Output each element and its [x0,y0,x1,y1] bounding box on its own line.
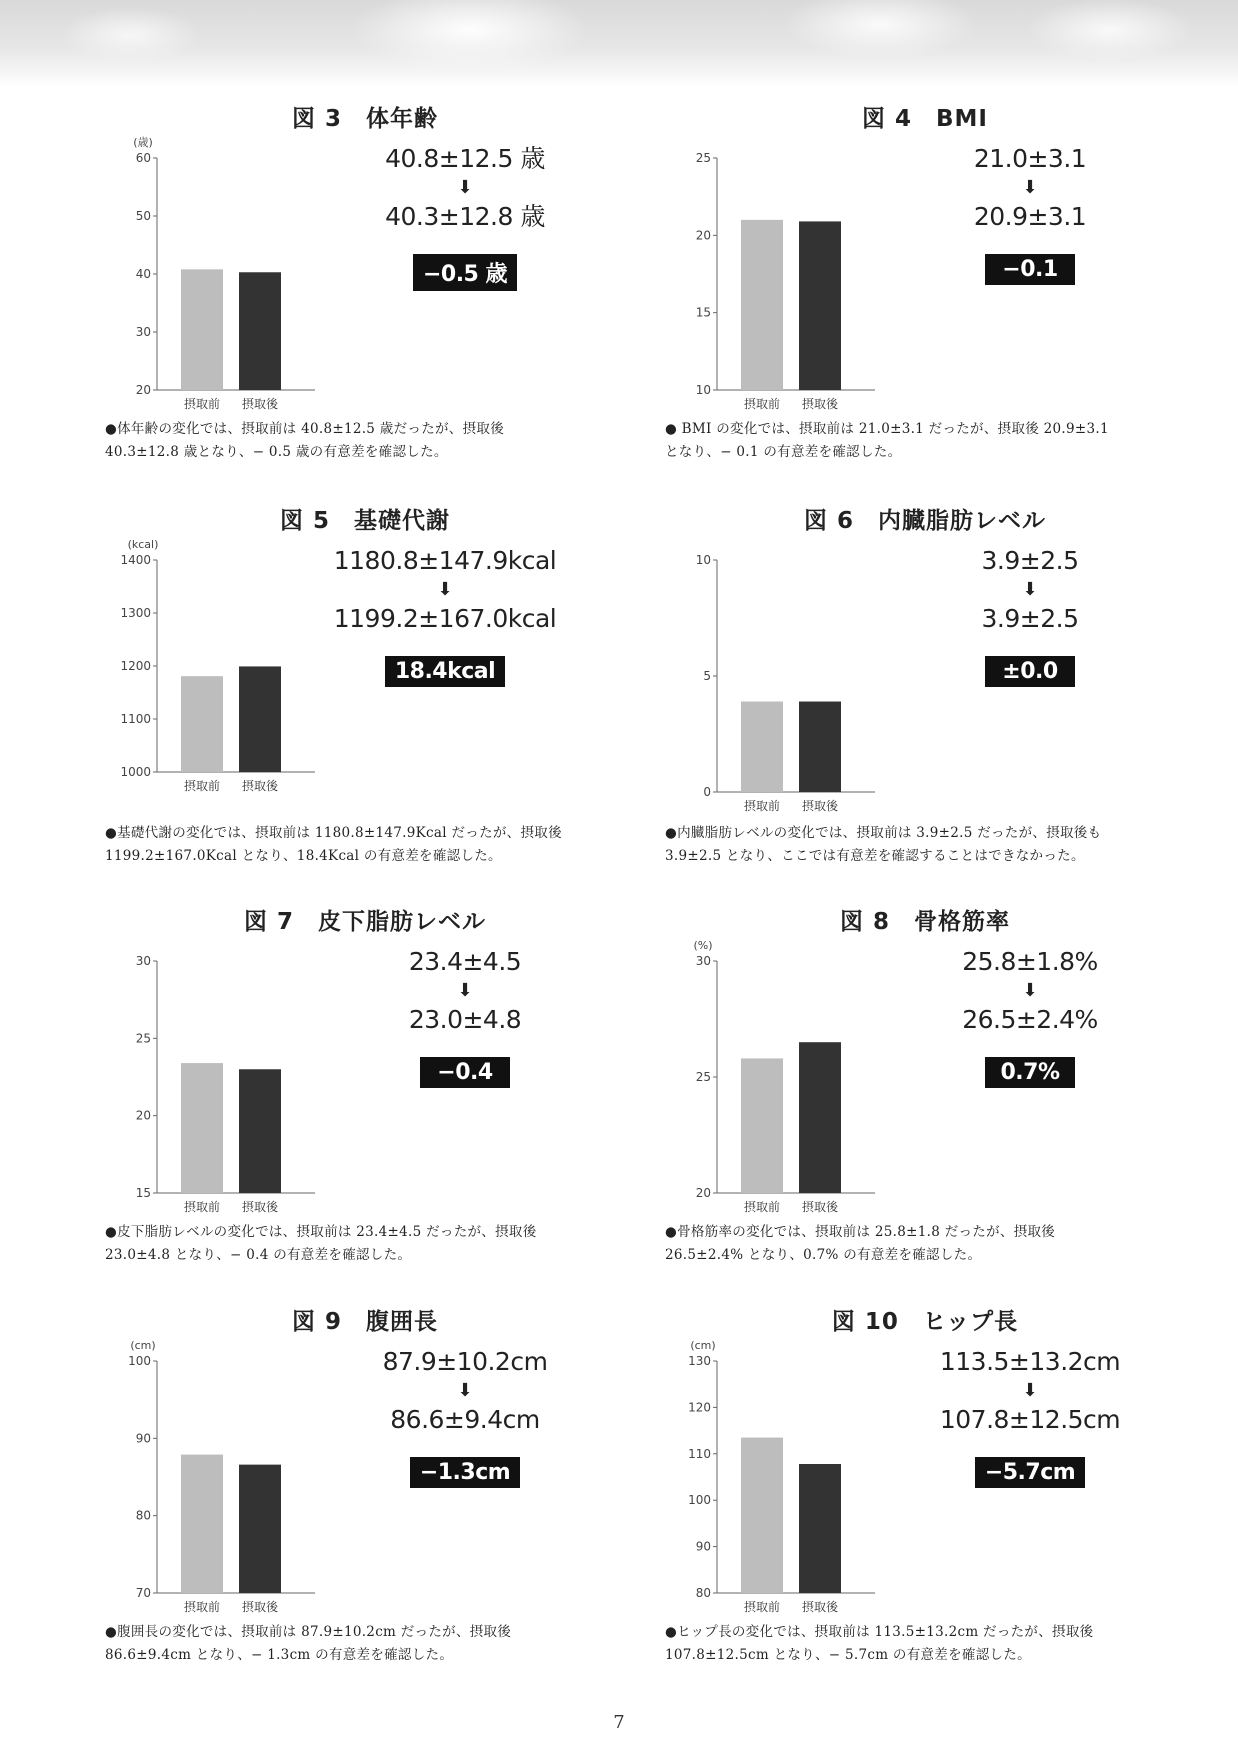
bar-before [741,702,783,792]
figure-caption: ●内臓脂肪レベルの変化では、摂取前は 3.9±2.5 だったが、摂取後も 3.9±2.5 となり、ここでは有意差を確認することはできなかった。 [665,825,1102,864]
bar-before [181,269,223,390]
figure-title: 図 10 ヒップ長 [831,1309,1019,1335]
y-tick-label: 15 [135,1186,151,1200]
bar-before [741,220,783,390]
y-tick-label: 110 [688,1446,711,1461]
stat-after: 26.5±2.4% [962,1005,1098,1034]
stats-block [315,546,575,687]
figure-panel-5 [95,502,655,902]
stat-after: 1199.2±167.0kcal [333,604,557,633]
bar-before [741,1058,783,1193]
figure-caption: ●皮下脂肪レベルの変化では、摂取前は 23.4±4.5 だったが、摂取後 23.0±4.8 となり、− 0.4 の有意差を確認した。 [105,1224,537,1263]
change-badge: −1.3cm [410,1457,520,1488]
change-badge: −0.5 歳 [413,254,517,291]
stats-block [350,144,580,291]
y-axis-unit: (cm) [690,1339,716,1352]
stats-block [350,1347,580,1488]
x-category-label: 摂取前 [743,1600,781,1614]
figure-panel-9 [95,1303,655,1703]
bar-chart-6 [655,536,895,826]
y-tick-label: 120 [688,1400,711,1415]
y-tick-label: 30 [135,954,151,968]
x-category-label: 摂取後 [801,1600,839,1614]
y-tick-label: 100 [688,1493,711,1508]
y-tick-label: 70 [135,1586,151,1600]
change-badge: −0.4 [420,1057,510,1088]
bar-chart-9 [95,1337,335,1627]
figure-panel-3 [95,100,655,500]
stat-before: 87.9±10.2cm [382,1347,548,1376]
stat-after: 107.8±12.5cm [939,1405,1121,1434]
x-category-label: 摂取後 [241,1600,279,1614]
stats-block [915,144,1145,285]
y-tick-label: 100 [128,1354,151,1368]
y-tick-label: 20 [135,383,151,397]
bar-before [181,1455,223,1593]
y-tick-label: 0 [703,785,711,799]
down-arrow-icon: ⬇ [1022,1380,1038,1401]
y-tick-label: 25 [135,1031,151,1046]
stat-before: 3.9±2.5 [981,546,1079,575]
stats-block [915,546,1145,687]
figure-caption: ●骨格筋率の変化では、摂取前は 25.8±1.8 だったが、摂取後 26.5±2.4% となり、0.7% の有意差を確認した。 [665,1224,1056,1263]
change-badge: 18.4kcal [385,656,505,687]
x-category-label: 摂取後 [241,397,279,411]
stats-block [915,947,1145,1088]
y-tick-label: 30 [135,325,151,339]
figure-title: 図 4 BMI [862,106,988,132]
x-category-label: 摂取前 [743,1200,781,1214]
bar-chart-5 [95,536,335,806]
x-category-label: 摂取前 [183,397,221,411]
y-tick-label: 130 [688,1354,711,1368]
y-tick-label: 25 [695,1070,711,1084]
y-tick-label: 30 [695,954,711,968]
stat-before: 1180.8±147.9kcal [333,546,557,575]
bar-chart-7 [95,937,335,1227]
y-tick-label: 1000 [120,765,151,779]
figure-panel-4 [655,100,1215,500]
y-axis-unit: (%) [693,939,713,952]
stats-block [350,947,580,1088]
bar-after [239,1069,281,1193]
x-category-label: 摂取後 [801,799,839,813]
bar-after [799,221,841,390]
change-badge: −5.7cm [975,1457,1085,1488]
down-arrow-icon: ⬇ [1022,579,1038,600]
stat-after: 86.6±9.4cm [390,1405,540,1434]
bar-chart-3 [95,134,335,424]
bar-after [239,666,281,772]
bar-before [181,1063,223,1193]
x-category-label: 摂取前 [183,779,221,793]
figure-panel-10 [655,1303,1215,1703]
bar-after [799,1464,841,1593]
stat-before: 21.0±3.1 [973,144,1087,173]
y-tick-label: 20 [695,228,711,243]
bar-before [181,676,223,772]
banner-sparkle [0,0,1238,86]
bar-before [741,1438,783,1593]
figure-title: 図 3 体年齢 [291,106,438,132]
x-category-label: 摂取前 [183,1200,221,1214]
y-tick-label: 10 [695,553,711,567]
stat-after: 23.0±4.8 [408,1005,522,1034]
figure-title: 図 8 骨格筋率 [839,909,1010,935]
y-tick-label: 90 [695,1539,711,1554]
y-axis-unit: (歳) [133,136,153,149]
down-arrow-icon: ⬇ [457,1380,473,1401]
bar-chart-4 [655,134,895,424]
down-arrow-icon: ⬇ [1022,980,1038,1001]
y-axis-unit: (kcal) [127,538,159,551]
y-tick-label: 20 [695,1186,711,1200]
figure-caption: ●基礎代謝の変化では、摂取前は 1180.8±147.9Kcal だったが、摂取後 1199.2±167.0Kcal となり、18.4Kcal の有意差を確認した。 [105,825,562,864]
y-tick-label: 10 [695,383,711,397]
bar-after [799,702,841,792]
change-badge: −0.1 [985,254,1075,285]
x-category-label: 摂取後 [241,1200,279,1214]
y-tick-label: 1100 [120,712,151,726]
x-category-label: 摂取前 [183,1600,221,1614]
figure-panel-6 [655,502,1215,902]
bar-chart-8 [655,937,895,1227]
stat-before: 25.8±1.8% [962,947,1098,976]
y-tick-label: 60 [135,151,151,165]
figure-title: 図 9 腹囲長 [291,1309,438,1335]
stat-after: 40.3±12.8 歳 [385,202,545,231]
y-tick-label: 1200 [120,659,151,673]
y-tick-label: 20 [135,1108,151,1123]
y-tick-label: 5 [703,669,711,683]
header-banner [0,0,1238,86]
stat-before: 23.4±4.5 [408,947,522,976]
figure-caption: ●体年齢の変化では、摂取前は 40.8±12.5 歳だったが、摂取後 40.3±12.8 歳となり、− 0.5 歳の有意差を確認した。 [105,421,504,460]
stat-before: 40.8±12.5 歳 [385,144,545,173]
stat-after: 20.9±3.1 [973,202,1087,231]
down-arrow-icon: ⬇ [457,177,473,198]
stat-before: 113.5±13.2cm [939,1347,1121,1376]
y-tick-label: 25 [695,151,711,165]
y-tick-label: 1400 [120,553,151,567]
y-tick-label: 80 [695,1586,711,1600]
figure-caption: ●ヒップ長の変化では、摂取前は 113.5±13.2cm だったが、摂取後 107.8±12.5cm となり、− 5.7cm の有意差を確認した。 [665,1624,1094,1663]
y-axis-unit: (cm) [130,1339,156,1352]
y-tick-label: 80 [135,1508,151,1523]
figure-panel-7 [95,903,655,1303]
page-number: 7 [613,1712,625,1733]
x-category-label: 摂取後 [801,397,839,411]
bar-chart-10 [655,1337,895,1627]
figure-caption: ● BMI の変化では、摂取前は 21.0±3.1 だったが、摂取後 20.9±3.1 となり、− 0.1 の有意差を確認した。 [665,421,1109,460]
x-category-label: 摂取前 [743,397,781,411]
stats-block [915,1347,1145,1488]
x-category-label: 摂取前 [743,799,781,813]
bar-after [799,1042,841,1193]
change-badge: ±0.0 [985,656,1075,687]
bar-after [239,1465,281,1593]
y-tick-label: 1300 [120,606,151,620]
y-tick-label: 15 [695,305,711,320]
figure-panel-8 [655,903,1215,1303]
figure-title: 図 6 内臓脂肪レベル [803,508,1046,534]
stat-after: 3.9±2.5 [981,604,1079,633]
y-tick-label: 90 [135,1431,151,1446]
bar-after [239,272,281,390]
change-badge: 0.7% [985,1057,1075,1088]
figure-caption: ●腹囲長の変化では、摂取前は 87.9±10.2cm だったが、摂取後 86.6±9.4cm となり、− 1.3cm の有意差を確認した。 [105,1624,512,1663]
y-tick-label: 40 [135,267,151,281]
figure-title: 図 5 基礎代謝 [279,508,450,534]
figure-title: 図 7 皮下脂肪レベル [243,909,486,935]
y-tick-label: 50 [135,209,151,223]
down-arrow-icon: ⬇ [1022,177,1038,198]
x-category-label: 摂取後 [241,779,279,793]
down-arrow-icon: ⬇ [457,980,473,1001]
down-arrow-icon: ⬇ [437,579,453,600]
x-category-label: 摂取後 [801,1200,839,1214]
